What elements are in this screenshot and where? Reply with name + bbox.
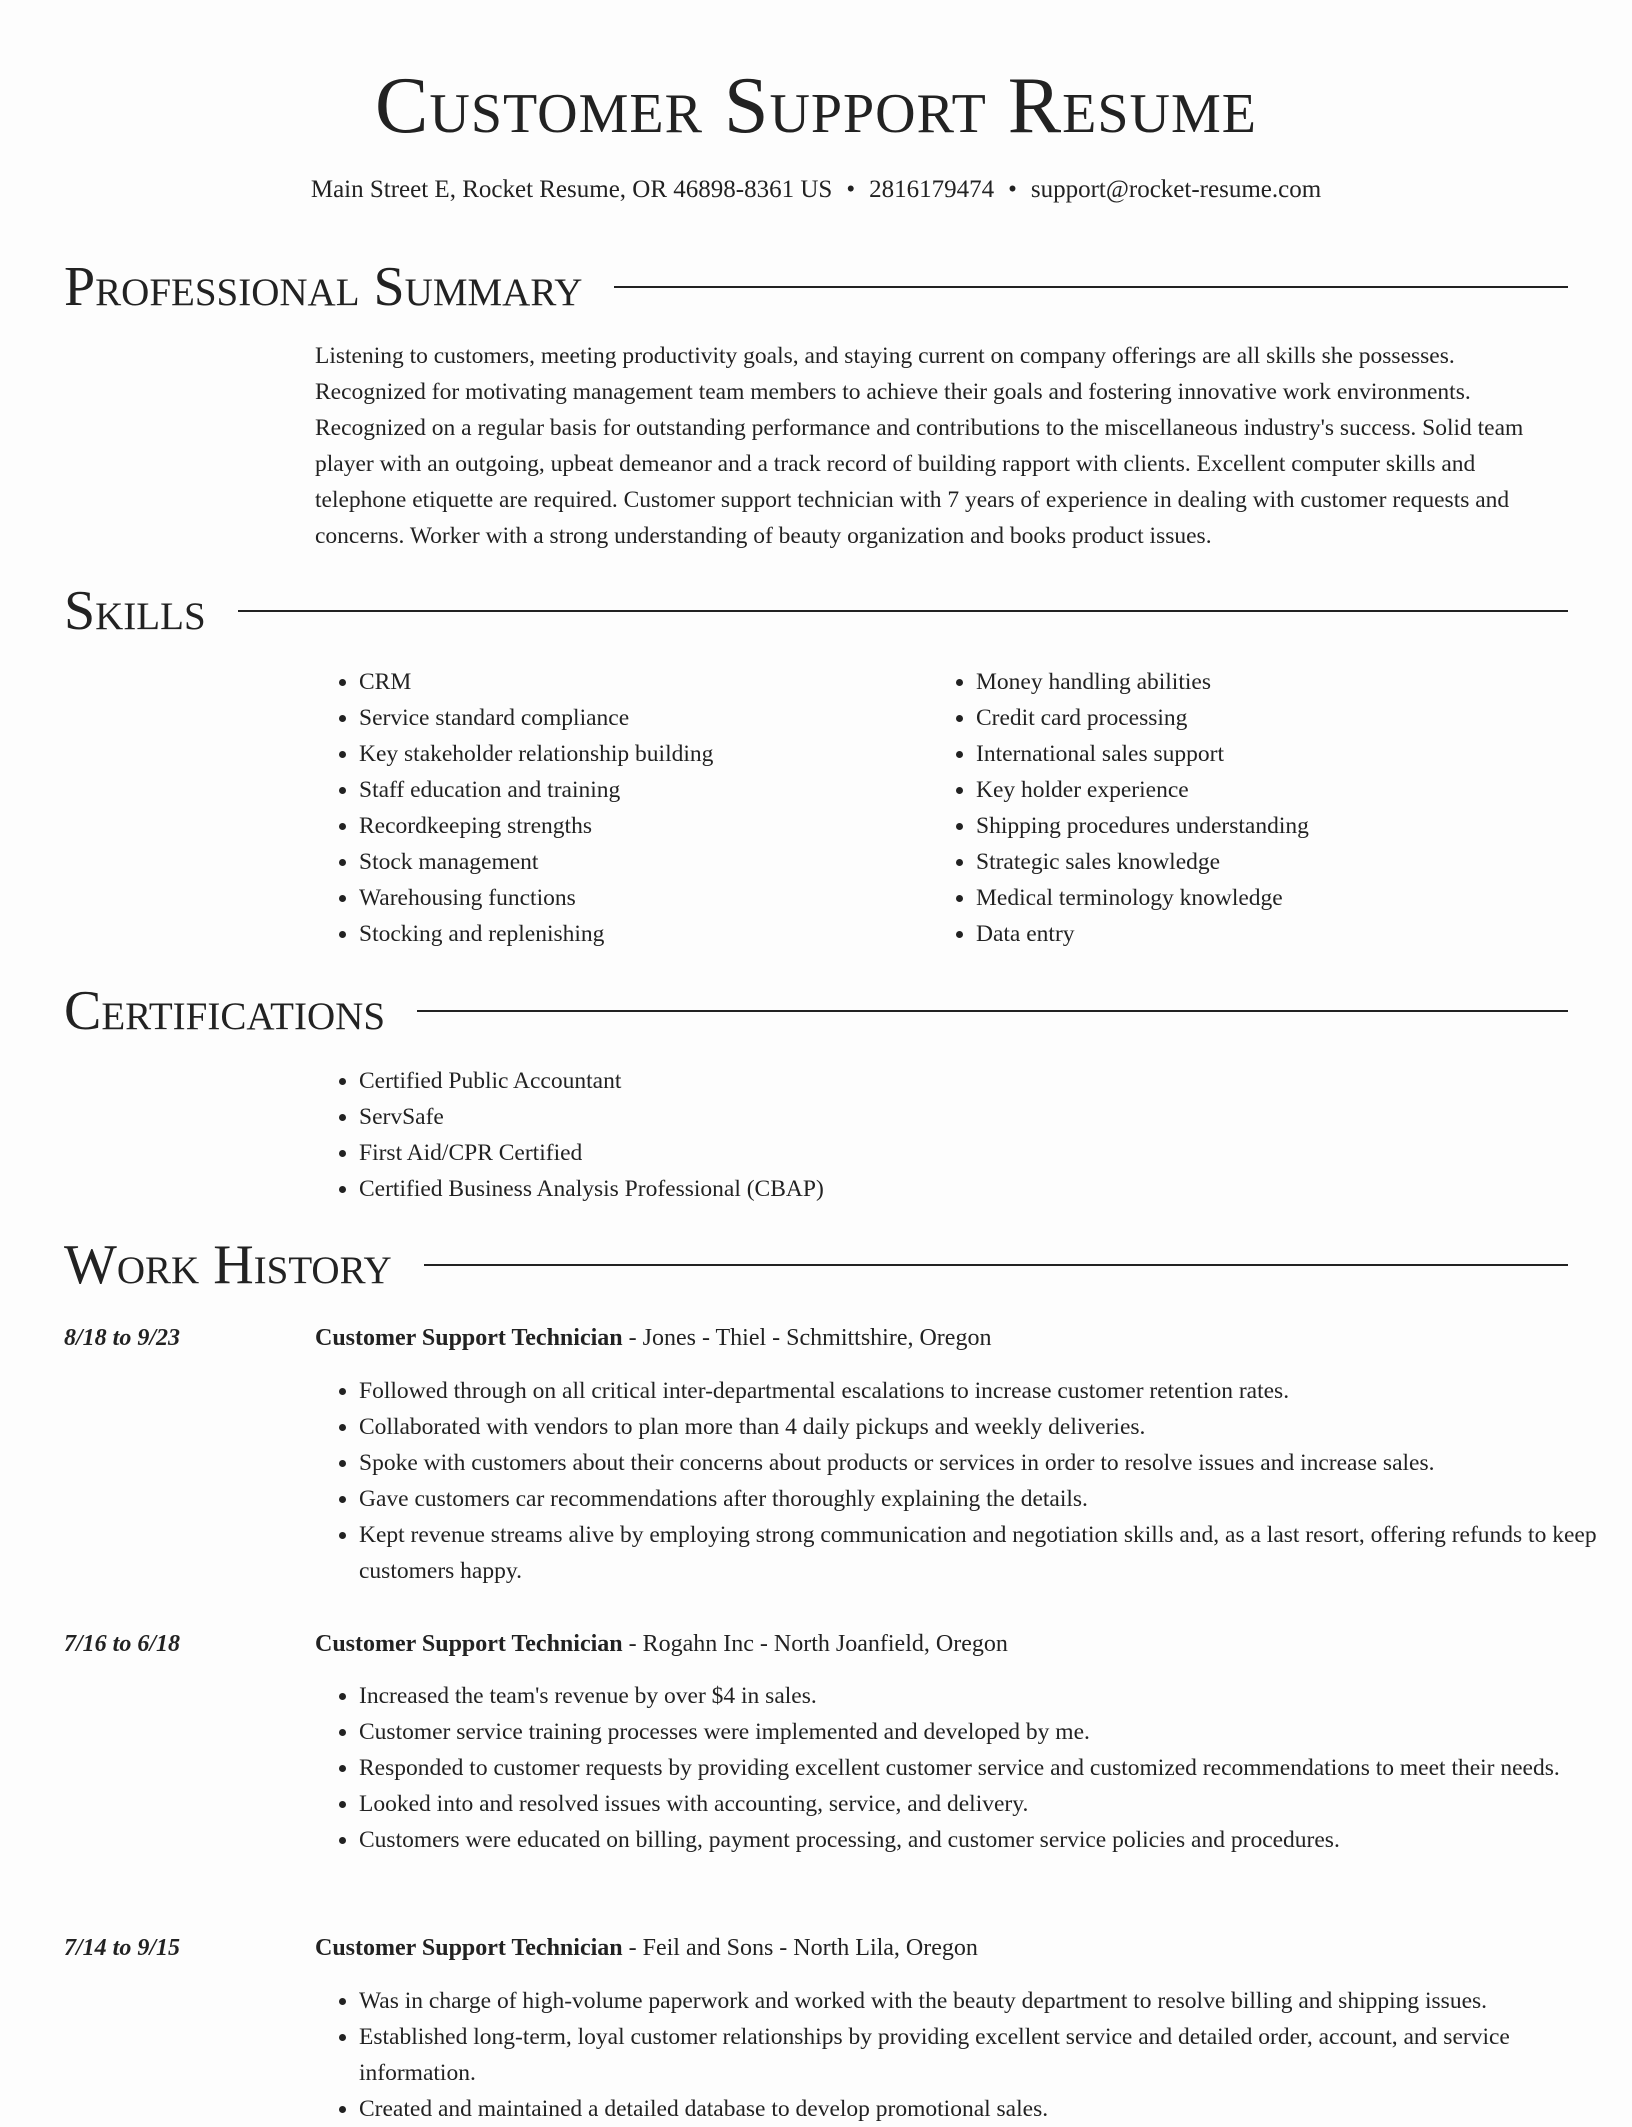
certification-item: • Certified Public Accountant	[359, 1063, 1559, 1099]
contact-address: Main Street E, Rocket Resume, OR 46898-8361 US	[310, 176, 833, 203]
skill-item: • Service standard compliance	[359, 700, 959, 736]
section-divider	[417, 1010, 1568, 1012]
skill-item: • Medical terminology knowledge	[976, 880, 1576, 916]
job-employer: - Rogahn Inc - North Joanfield, Oregon	[622, 1631, 1008, 1657]
job-bullet-list	[315, 1983, 1614, 2127]
skill-item: • Warehousing functions	[359, 880, 959, 916]
resume-title: Customer Support Resume	[375, 62, 1257, 150]
job-bullet: • Gave customers car recommendations after thoroughly explaining the details.	[359, 1481, 1614, 1517]
summary-heading: Professional Summary	[64, 256, 583, 318]
skills-list-left	[315, 664, 959, 952]
job-bullet-list	[315, 1678, 1614, 1858]
contact-phone: 2816179474	[869, 176, 995, 203]
summary-section-header	[64, 252, 1568, 322]
job-bullet: • Responded to customer requests by providing excellent customer service and customized recommendations to meet their needs.	[359, 1750, 1614, 1786]
job-dates: 7/14 to 9/15	[64, 1935, 181, 1961]
job-bullet: • Spoke with customers about their concerns about products or services in order to resolve issues and increase sales.	[359, 1445, 1614, 1481]
job-bullet: • Customer service training processes were implemented and developed by me.	[359, 1714, 1614, 1750]
job-bullet: • Increased the team's revenue by over $4 in sales.	[359, 1678, 1614, 1714]
contact-email: support@rocket-resume.com	[1030, 176, 1322, 203]
job-bullet: • Was in charge of high-volume paperwork and worked with the beauty department to resolve billing and shipping issues.	[359, 1983, 1614, 2019]
skill-item: • Stocking and replenishing	[359, 916, 959, 952]
section-divider	[424, 1264, 1568, 1266]
job-bullet: • Collaborated with vendors to plan more than 4 daily pickups and weekly deliveries.	[359, 1409, 1614, 1445]
job-bullet: • Established long-term, loyal customer relationships by providing excellent service and detailed order, account, and service information.	[359, 2019, 1614, 2091]
job-dates: 7/16 to 6/18	[64, 1631, 181, 1657]
skill-item: • Credit card processing	[976, 700, 1576, 736]
section-divider	[238, 610, 1568, 612]
contact-separator: •	[1008, 176, 1017, 203]
job-employer: - Feil and Sons - North Lila, Oregon	[622, 1935, 978, 1961]
skill-item: • Staff education and training	[359, 772, 959, 808]
work-history-heading: Work History	[64, 1234, 392, 1296]
contact-separator: •	[846, 176, 856, 203]
skill-item: • Recordkeeping strengths	[359, 808, 959, 844]
job-heading	[315, 1626, 1570, 1662]
summary-text: Listening to customers, meeting productivity goals, and staying current on company offerings are all skills she possesses. Recognized for motivating management team members to achieve their goals and fostering innovative work environments. Recognized on a regular basis for outstanding performance and contributions to the miscellaneous industry's success. Solid team player with an outgoing, upbeat demeanor and a track record of building rapport with clients. Excellent computer skills and telephone etiquette are required. Customer support technician with 7 years of experience in dealing with customer requests and concerns. Worker with a strong understanding of beauty organization and books product issues.	[315, 343, 1524, 549]
job-title: Customer Support Technician	[315, 1935, 623, 1961]
skills-heading: Skills	[64, 580, 206, 642]
job-bullet: • Created and maintained a detailed database to develop promotional sales.	[359, 2091, 1614, 2127]
job-employer: - Jones - Thiel - Schmittshire, Oregon	[622, 1325, 992, 1351]
skills-section-header	[64, 576, 1568, 646]
job-heading	[315, 1930, 1570, 1966]
skill-item: • International sales support	[976, 736, 1576, 772]
job-heading	[315, 1320, 1570, 1356]
job-dates: 8/18 to 9/23	[64, 1325, 181, 1351]
skill-item: • Shipping procedures understanding	[976, 808, 1576, 844]
section-divider	[614, 286, 1568, 288]
certifications-section-header	[64, 976, 1568, 1046]
certification-item: • Certified Business Analysis Professional (CBAP)	[359, 1171, 1559, 1207]
certification-item: • ServSafe	[359, 1099, 1559, 1135]
skill-item: • Key stakeholder relationship building	[359, 736, 959, 772]
skills-list-right	[932, 664, 1576, 952]
job-bullet: • Customers were educated on billing, payment processing, and customer service policies and procedures.	[359, 1822, 1614, 1858]
skill-item: • Data entry	[976, 916, 1576, 952]
work-history-section-header	[64, 1230, 1568, 1300]
job-bullet: • Kept revenue streams alive by employing strong communication and negotiation skills and, as a last resort, offering refunds to keep customers happy.	[359, 1517, 1614, 1589]
skill-item: • Key holder experience	[976, 772, 1576, 808]
skill-item: • Money handling abilities	[976, 664, 1576, 700]
job-bullet: • Followed through on all critical inter-departmental escalations to increase customer retention rates.	[359, 1373, 1614, 1409]
certification-item: • First Aid/CPR Certified	[359, 1135, 1559, 1171]
job-bullet: • Looked into and resolved issues with accounting, service, and delivery.	[359, 1786, 1614, 1822]
certifications-heading: Certifications	[64, 980, 386, 1042]
job-bullet-list	[315, 1373, 1614, 1589]
contact-line	[0, 172, 1632, 208]
job-title: Customer Support Technician	[315, 1631, 623, 1657]
certifications-list	[315, 1063, 1559, 1207]
skill-item: • Strategic sales knowledge	[976, 844, 1576, 880]
skill-item: • Stock management	[359, 844, 959, 880]
job-title: Customer Support Technician	[315, 1325, 623, 1351]
skill-item: • CRM	[359, 664, 959, 700]
